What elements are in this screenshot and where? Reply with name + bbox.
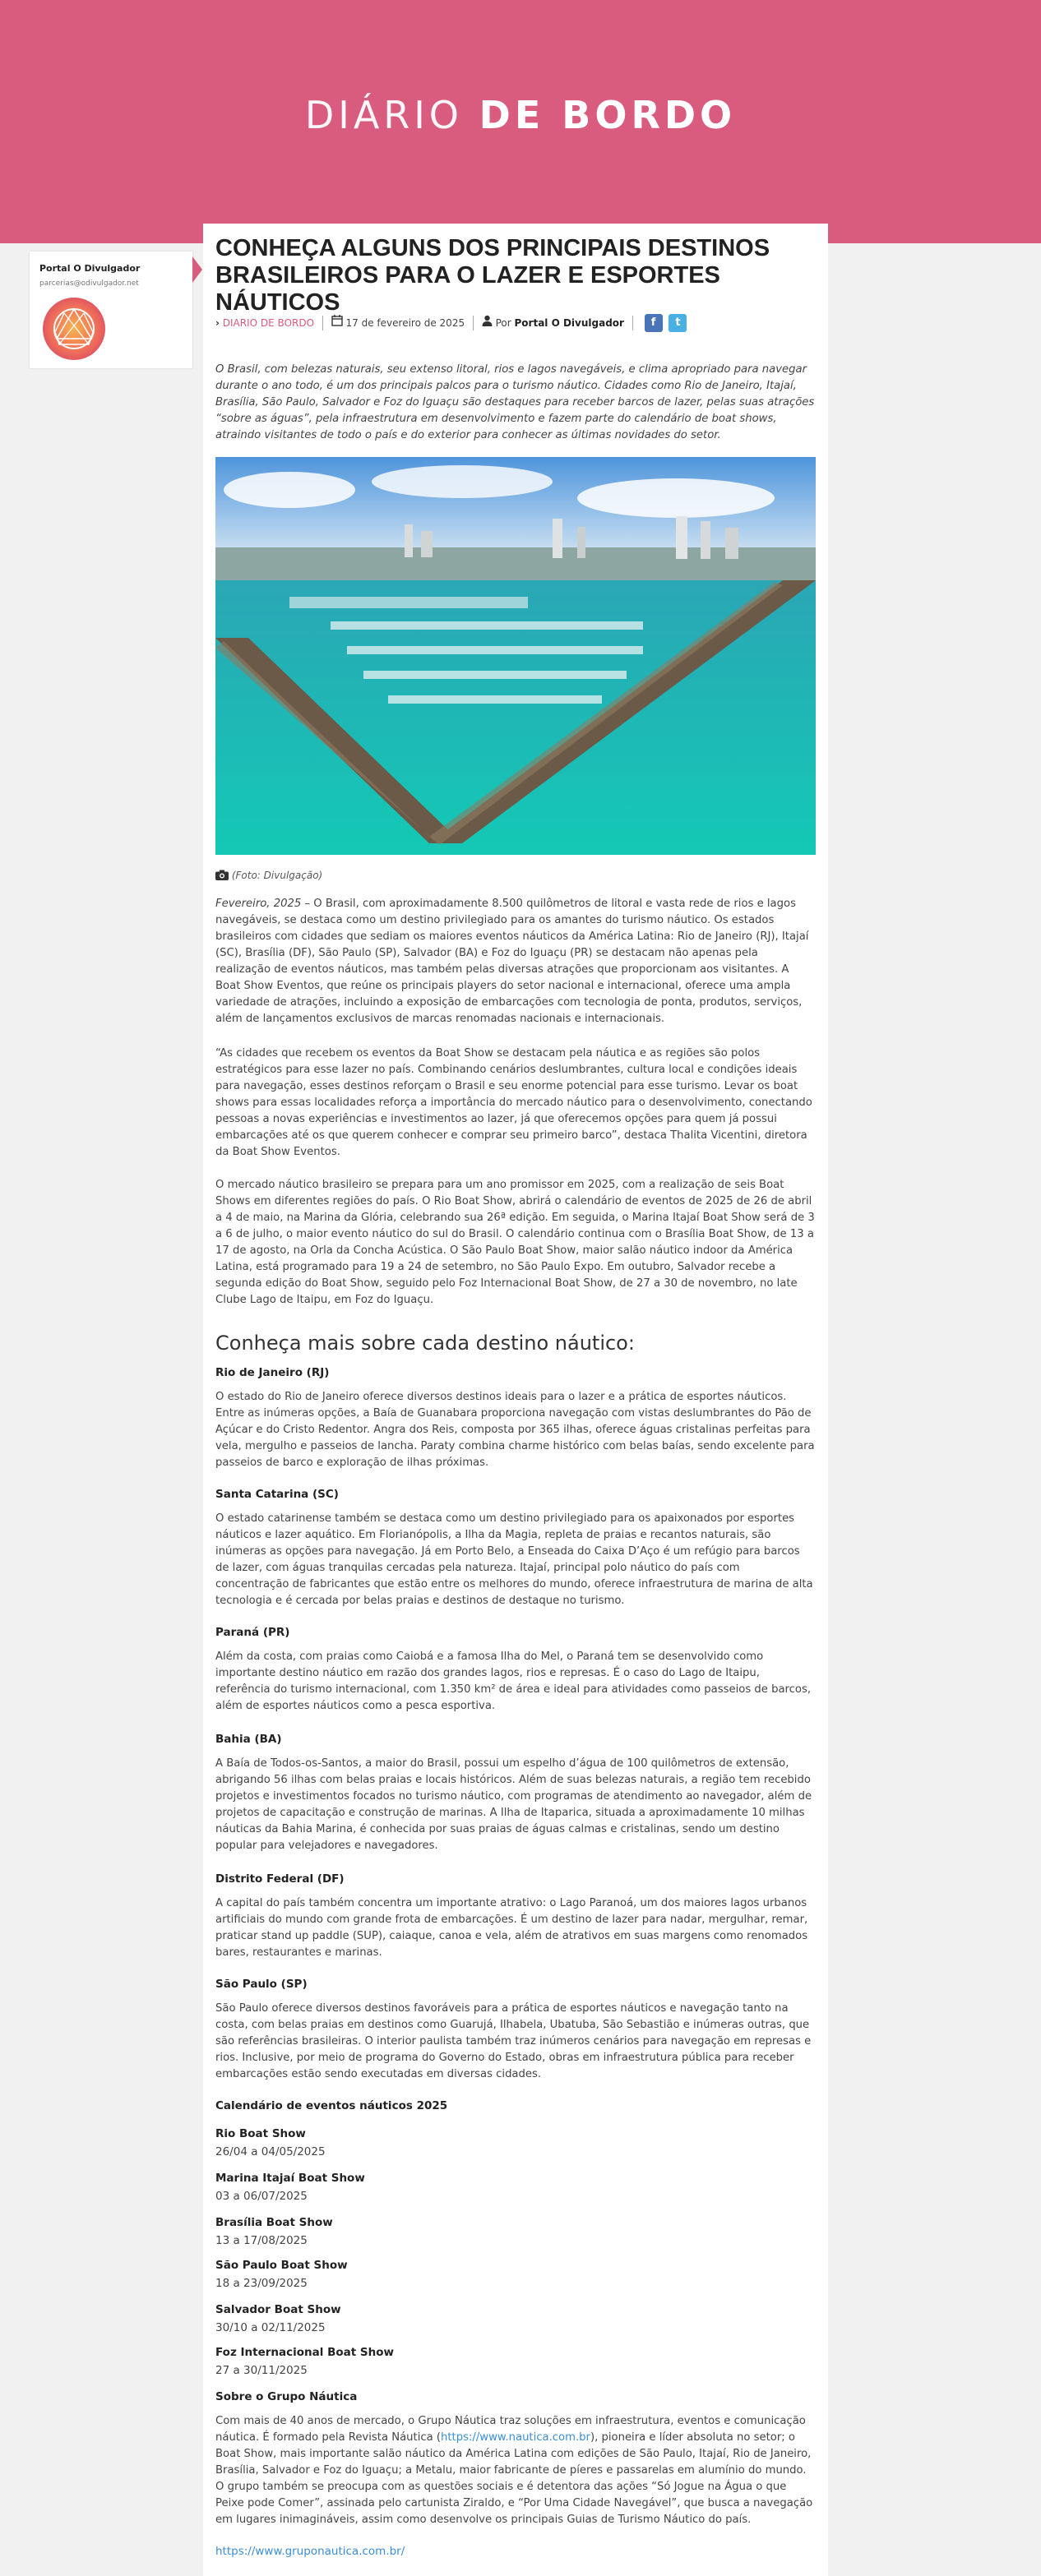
marina-photo [215,457,816,855]
twitter-share-button[interactable]: t [669,314,687,332]
article-paragraph: O mercado náutico brasileiro se prepara para um ano promissor em 2025, com a realização de seis Boat Shows em diferentes regiões do país. O Rio Boat Show, abrirá o calendário de eventos de 2025 de 26 de abril a 4 de maio, na Marina da Glória, celebrando sua 26ª edição. Em seguida, o Marina Itajaí Boat Show será de 3 a 6 de julho, o maior evento náutico do sul do Brasil. O calendário continua com o Brasília Boat Show, de 13 a 17 de agosto, na Orla da Concha Acústica. O São Paulo Boat Show, maior salão náutico indoor da América Latina, está programado para 19 a 24 de setembro, no São Paulo Expo. Em outubro, Salvador recebe a segunda edição do Boat Show, seguido pelo Foz Internacional Boat Show, de 27 a 30 de novembro, no late Clube Lago de Itaipu, em Foz do Iguaçu. [215,1179,815,1306]
event-date: 27 a 30/11/2025 [215,2364,308,2377]
article-title: CONHEÇA ALGUNS DOS PRINCIPAIS DESTINOS BRASILEIROS PARA O LAZER E ESPORTES NÁUTICOS [215,235,770,316]
event-name: Brasília Boat Show [215,2216,333,2229]
destination-text: O estado catarinense também se destaca como um destino privilegiado para os apaixonados por esportes náuticos e lazer aquático. Em Florianópolis, a Ilha da Magia, repleta de praias e recantos naturais, são inúmeras as opções para navegação. Já em Porto Belo, a Enseada do Caixa D’Aço é um refúgio para barcos de lazer, com águas tranquilas cercadas pela natureza. Itajaí, principal polo náutico do país com concentração de fabricantes que estão entre os melhores do mundo, oferece infraestrutura de marina de alta tecnologia e é cercada por belas praias e destinos de destaque no turismo. [215,1512,813,1607]
event-name: Salvador Boat Show [215,2303,341,2316]
paragraph-text: – O Brasil, com aproximadamente 8.500 quilômetros de litoral e vasta rede de rios e lagos navegáveis, se destaca como um destino privilegiado para os amantes do turismo náutico. Os estados brasileiros com cidades que sediam os maiores eventos náuticos da América Latina: Rio de Janeiro (RJ), Itajaí (SC), Brasília (DF), São Paulo (SP), Salvador (BA) e Foz do Iguaçu (PR) se destacam não apenas pela realização de eventos náuticos, mas também pelas diversas atrações que proporcionam aos visitantes. A Boat Show Eventos, que reúne os principais players do setor nacional e internacional, oferece uma ampla variedade de atrações, incluindo a exposição de embarcações com tecnologia de ponta, produtos, serviços, além de lançamentos exclusivos de marcas renomadas nacionais e internacionais. [215,898,809,1025]
destination-title: Distrito Federal (DF) [215,1872,345,1886]
destination-text: O estado do Rio de Janeiro oferece diversos destinos ideais para o lazer e a prática de esportes náuticos. Entre as inúmeras opções, a Baía de Guanabara proporciona navegação com vistas deslumbrantes do Pão de Açúcar e do Cristo Redentor. Angra dos Reis, composta por 365 ilhas, oferece águas cristalinas perfeitas para vela, mergulho e passeios de lancha. Paraty combina charme histórico com belas baías, sendo excelente para passeios de barco e exploração de ilhas próximas. [215,1391,815,1469]
meta-divider [322,316,323,330]
event-name: São Paulo Boat Show [215,2259,348,2272]
nautica-link[interactable]: https://www.nautica.com.br [441,2431,590,2444]
logo-bold-text: DE BORDO [479,93,737,137]
by-label: Por [495,316,511,329]
chevron-right-icon: › [215,316,220,329]
author-name[interactable]: Portal O Divulgador [39,263,141,274]
destination-title: Bahia (BA) [215,1733,282,1746]
section-title: Conheça mais sobre cada destino náutico: [215,1332,635,1355]
meta-divider [632,316,633,330]
event-name: Foz Internacional Boat Show [215,2346,394,2359]
logo-light-text: DIÁRIO [304,93,464,137]
article [203,224,828,2576]
destination-title: São Paulo (SP) [215,1978,308,1991]
destination-title: Rio de Janeiro (RJ) [215,1366,330,1379]
facebook-share-button[interactable]: f [645,314,663,332]
about-title: Sobre o Grupo Náutica [215,2390,358,2403]
author-email[interactable]: parcerias@odivulgador.net [39,279,139,288]
calendar-title: Calendário de eventos náuticos 2025 [215,2099,448,2112]
site-banner [0,0,1041,243]
destination-title: Santa Catarina (SC) [215,1488,339,1501]
article-paragraph [215,896,816,1027]
about-text: ), pioneira e líder absoluta no setor; o Boat Show, mais importante salão náutico da América Latina com edições de São Paulo, Itajaí, Rio de Janeiro, Brasília, Salvador e Foz do Iguaçu; a Metalu, maior fabricante de píeres e passarelas em alumínio do mundo. O grupo também se preocupa com as questões sociais e é detentora das ações “Só Jogue na Água o que Peixe pode Comer”, assinada pelo cartunista Ziraldo, e “Por Uma Cidade Navegável”, que busca a navegação em lugares inimagináveis, assim como desenvolve os principais Guias de Turismo Náutico do país. [215,2431,813,2526]
author-avatar [43,298,105,360]
event-date: 03 a 06/07/2025 [215,2190,308,2203]
destination-text: A Baía de Todos-os-Santos, a maior do Brasil, possui um espelho d’água de 100 quilômetros de extensão, abrigando 56 ilhas com belas praias e locais históricos. Além de suas belezas naturais, a região tem recebido projetos e investimentos focados no turismo náutico, com programas de atendimento ao navegador, além de projetos de capacitação e construção de marinas. A Ilha de Itaparica, situada a aproximadamente 10 milhas náuticas da Bahia Marina, é conhecida por suas praias de águas calmas e cristalinas, sendo um destino popular para velejadores e navegadores. [215,1757,812,1852]
camera-icon [215,870,229,880]
about-paragraph [215,2413,816,2528]
event-date: 26/04 a 04/05/2025 [215,2145,326,2158]
category-link[interactable]: DIARIO DE BORDO [222,316,315,329]
destination-title: Paraná (PR) [215,1626,290,1639]
photo-caption-text: (Foto: Divulgação) [231,870,323,881]
site-logo[interactable] [0,92,1041,138]
event-date: 13 a 17/08/2025 [215,2234,308,2247]
event-name: Marina Itajaí Boat Show [215,2172,365,2185]
article-lead: O Brasil, com belezas naturais, seu extenso litoral, rios e lagos navegáveis, e clima apropriado para navegar durante o ano todo, é um dos principais palcos para o turismo náutico. Cidades como Rio de Janeiro, Itajaí, Brasília, São Paulo, Salvador e Foz do Iguaçu são destaques para receber barcos de lazer, pelas suas atrações “sobre as águas”, pela infraestrutura em desenvolvimento e fazem parte do calendário de boat shows, atraindo visitantes de todo o país e do exterior para conhecer as últimas novidades do setor. [215,363,815,441]
user-icon [482,313,493,333]
calendar-icon [331,313,343,333]
event-date: 18 a 23/09/2025 [215,2277,308,2290]
article-paragraph: “As cidades que recebem os eventos da Boat Show se destacam pela náutica e as regiões são polos estratégicos para esse lazer no país. Combinando cenários deslumbrantes, cultura local e condições ideais para navegação, esses destinos reforçam o Brasil e seu enorme potencial para esse turismo. Levar os boat shows para essas localidades reforça a importância do mercado náutico para o desenvolvimento, conectando pessoas a novas experiências e investimentos ao lazer, já que oferecemos opções para quem já possui embarcações até os que querem conhecer e comprar seu primeiro barco”, destaca Thalita Vicentini, diretora da Boat Show Eventos. [215,1047,812,1158]
author-card [30,252,192,368]
event-name: Rio Boat Show [215,2127,306,2140]
about-text: Com mais de 40 anos de mercado, o Grupo Náutica traz soluções em infraestrutura, eventos e comunicação náutica. É formado pela Revista Náutica ( [215,2415,806,2444]
marina-aerial-image [215,457,816,855]
article-meta [215,312,816,332]
publish-date: 17 de fevereiro de 2025 [345,316,465,329]
photo-caption [215,870,322,881]
author-link[interactable]: Portal O Divulgador [514,316,624,329]
destination-text: São Paulo oferece diversos destinos favoráveis para a prática de esportes náuticos e navegação tanto na costa, com belas praias em destinos como Guarujá, Ilhabela, Ubatuba, São Sebastião e inúmeras outras, que são referências brasileiras. O interior paulista também traz inúmeros cenários para navegação em represas e rios. Inclusive, por meio de programa do Governo do Estado, obras em infraestrutura pública para receber embarcações estão sendo executadas em diversas cidades. [215,2002,812,2080]
enneagram-icon [43,298,105,360]
event-date: 30/10 a 02/11/2025 [215,2321,326,2334]
meta-divider [473,316,474,330]
destination-text: A capital do país também concentra um importante atrativo: o Lago Paranoá, um dos maiores lagos urbanos artificiais do mundo com grande frota de embarcações. É um destino de lazer para nadar, mergulhar, remar, praticar stand up paddle (SUP), caiaque, canoa e vela, além de atrativos em suas margens como renomados bares, restaurantes e marinas. [215,1897,808,1959]
dateline: Fevereiro, 2025 [215,898,302,910]
destination-text: Além da costa, com praias como Caiobá e a famosa Ilha do Mel, o Paraná tem se desenvolvido como importante destino náutico em razão dos grandes lagos, rios e represas. É o caso do Lago de Itaipu, referência do turismo internacional, com 1.350 km² de área e ideal para atividades como passeios de barcos, além de esportes náuticos como a pesca esportiva. [215,1650,812,1712]
grupo-nautica-link[interactable]: https://www.gruponautica.com.br/ [215,2545,405,2558]
